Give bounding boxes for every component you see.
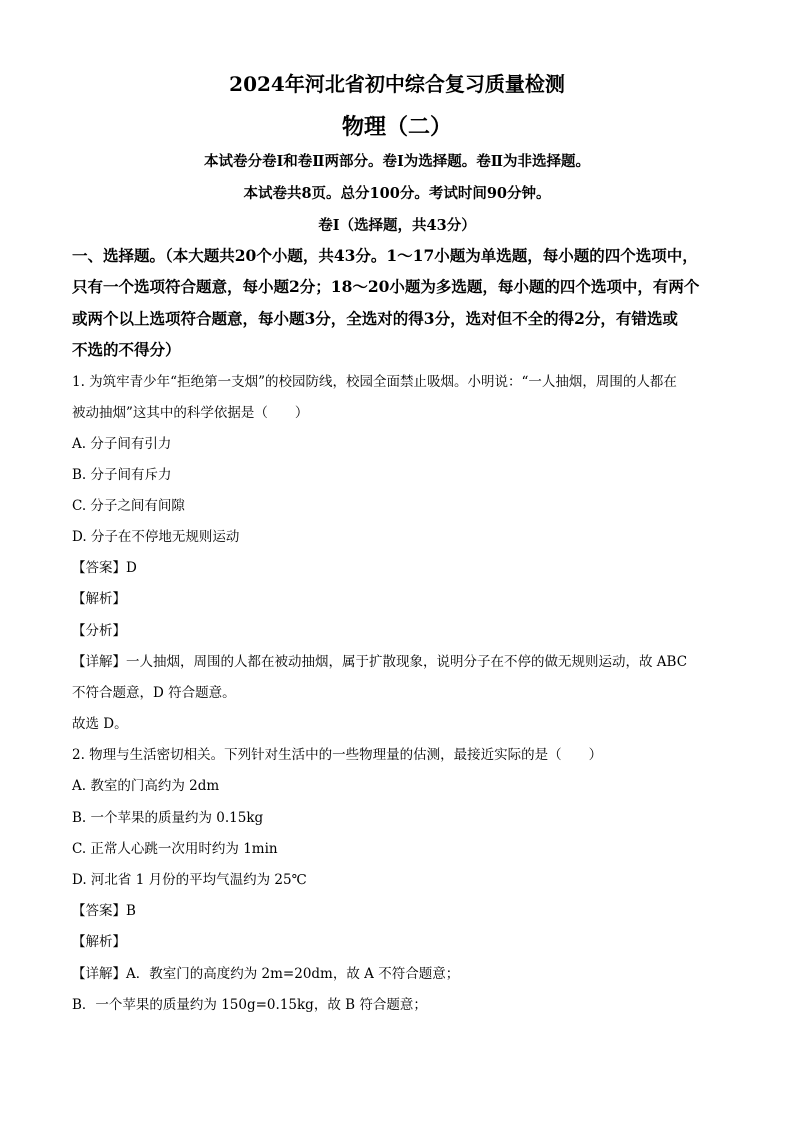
question-1-option-a: A. 分子间有引力	[72, 436, 172, 452]
question-1-explanation: 【详解】一人抽烟，周围的人都在被动抽烟，属于扩散现象，说明分子在不停的做无规则运动，故 ABC	[72, 654, 688, 670]
question-1-explanation: 不符合题意，D 符合题意。	[72, 685, 236, 701]
instructions-line: 不选的不得分）	[72, 340, 181, 359]
section-heading: 卷Ⅰ（选择题，共43分）	[318, 217, 476, 234]
question-1-conclusion: 故选 D。	[72, 716, 128, 732]
question-1-option-c: C. 分子之间有间隙	[72, 498, 185, 514]
question-2-stem: 2. 物理与生活密切相关。下列针对生活中的一些物理量的估测，最接近实际的是（ ）	[72, 747, 603, 763]
question-1-reasoning-label: 【分析】	[72, 623, 126, 639]
question-2-option-b: B. 一个苹果的质量约为 0.15kg	[72, 810, 264, 826]
question-1-option-d: D. 分子在不停地无规则运动	[72, 529, 240, 545]
instructions-line: 只有一个选项符合题意，每小题2分；18～20小题为多选题，每小题的四个选项中，有两个	[72, 277, 700, 296]
question-2-answer: 【答案】B	[72, 903, 136, 919]
question-2-option-c: C. 正常人心跳一次用时约为 1min	[72, 841, 278, 857]
question-1-stem: 被动抽烟”这其中的科学依据是（ ）	[72, 405, 309, 421]
question-2-explanation: B．一个苹果的质量约为 150g=0.15kg，故 B 符合题意；	[72, 997, 427, 1013]
question-1-option-b: B. 分子间有斥力	[72, 467, 172, 483]
instructions-line: 或两个以上选项符合题意，每小题3分，全选对的得3分，选对但不全的得2分，有错选或	[72, 309, 678, 328]
question-2-analysis-label: 【解析】	[72, 934, 126, 950]
question-1-analysis-label: 【解析】	[72, 591, 126, 607]
question-1-answer: 【答案】D	[72, 560, 137, 576]
exam-note-pages: 本试卷共8页。总分100分。考试时间90分钟。	[243, 185, 551, 202]
question-2-explanation: 【详解】A．教室门的高度约为 2m=20dm，故 A 不符合题意；	[72, 966, 460, 982]
question-2-option-d: D. 河北省 1 月份的平均气温约为 25℃	[72, 872, 307, 888]
exam-title: 2024年河北省初中综合复习质量检测	[229, 72, 565, 96]
exam-note-structure: 本试卷分卷Ⅰ和卷Ⅱ两部分。卷Ⅰ为选择题。卷Ⅱ为非选择题。	[203, 153, 590, 170]
question-1-stem: 1. 为筑牢青少年“拒绝第一支烟”的校园防线，校园全面禁止吸烟。小明说：“一人抽烟，周围的人都在	[72, 374, 677, 390]
subject-title: 物理（二）	[341, 114, 452, 140]
instructions-line: 一、选择题。（本大题共20个小题，共43分。1～17小题为单选题，每小题的四个选项中，	[72, 246, 698, 265]
question-2-option-a: A. 教室的门高约为 2dm	[72, 778, 220, 794]
